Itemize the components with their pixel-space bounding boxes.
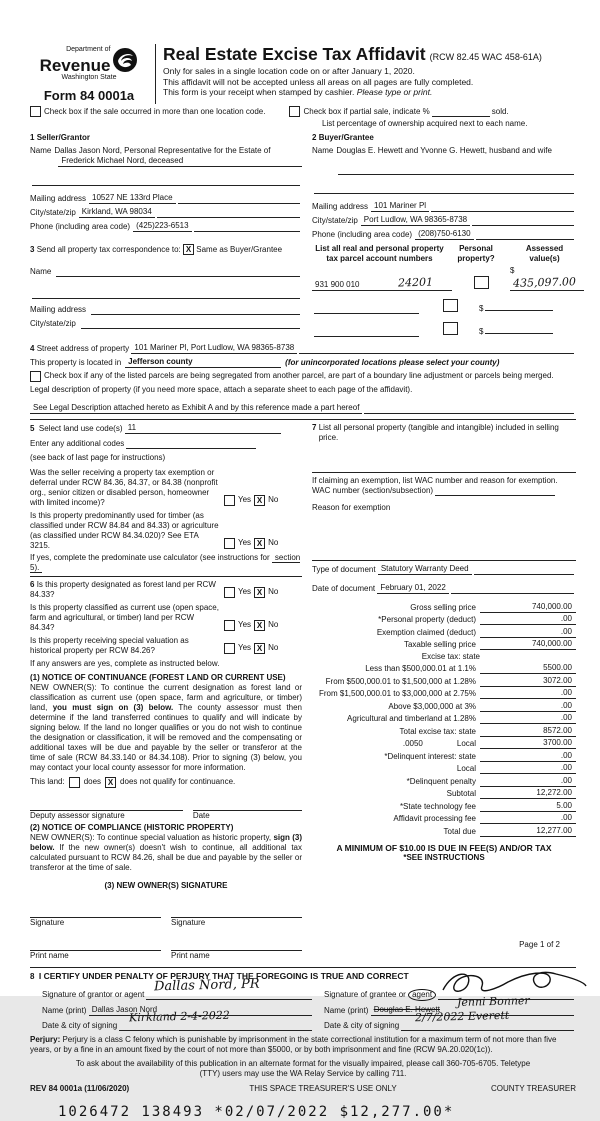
multi-location-label: Check box if the sale occurred in more than one location code. [44, 106, 266, 116]
s6q2-yes-checkbox[interactable] [224, 620, 235, 631]
no-label: No [268, 643, 279, 653]
buyer-city-label: City/state/zip [312, 216, 358, 225]
tax-row-label: *State technology fee [399, 801, 476, 811]
seller-name-label: Name [30, 146, 52, 155]
excise-tax-state-header: Excise tax: state [421, 651, 480, 661]
partial-sale-label: Check box if partial sale, indicate % [303, 106, 430, 116]
legal-description-value[interactable]: See Legal Description attached hereto as Exhibit A and by this reference made a part hereof [30, 403, 362, 414]
grantor-signature-handwriting: Dallas Nord, PR [154, 976, 261, 995]
grantee-signature-label: Signature of grantee or agent [324, 990, 436, 1000]
delinquent-interest-state-value[interactable]: .00 [480, 751, 576, 762]
yes-label: Yes [238, 538, 252, 548]
gross-selling-price-value[interactable]: 740,000.00 [480, 602, 576, 613]
correspondence-name-input[interactable] [56, 267, 300, 277]
parcel-number-handwritten[interactable]: 24201 [378, 276, 452, 291]
additional-codes-label: Enter any additional codes [30, 438, 125, 448]
seller-grantor-section [30, 133, 312, 240]
perjury-note: Perjury: Perjury is a class C felony which is punishable by imprisonment in the state correctional institution for a maximum term of not more than five years, or by a fine in an amount fixed by the court of not more than $5000, or by both imprisonment and fine (RCW 9A.20.020(1c)). [30, 1034, 557, 1054]
header-note-2: This affidavit will not be accepted unless all areas on all pages are fully completed. [163, 76, 474, 87]
assessed-value-header: Assessed [525, 244, 564, 253]
tax-row-label: Total excise tax: state [399, 726, 476, 736]
exemption-question: Was the seller receiving a property tax exemption or deferral under RCW 84.36, 84.37, or 84.38 (nonprofit org., senior citizen or disabled person, homeowner with limited income)? [30, 467, 218, 507]
exemption-note: If claiming an exemption, list WAC number and reason for exemption. [312, 475, 558, 485]
no-label: No [268, 587, 279, 597]
document-type-label: Type of document [312, 564, 376, 574]
certify-statement: I CERTIFY UNDER PENALTY OF PERJURY THAT THE FOREGOING IS TRUE AND CORRECT [38, 970, 409, 981]
seller-name-extra-line[interactable] [32, 176, 300, 186]
seller-phone-label: Phone (including area code) [30, 222, 131, 231]
parcel-number-input-2[interactable] [314, 304, 419, 314]
seller-city-value[interactable]: Kirkland, WA 98034 [79, 207, 155, 218]
additional-codes-input[interactable] [126, 439, 256, 449]
total-due-value[interactable]: 12,277.00 [480, 826, 576, 837]
seller-name-value-2[interactable]: Frederick Michael Nord, deceased [58, 156, 302, 167]
same-as-buyer-label: Same as Buyer/Grantee [196, 244, 283, 254]
dollar-sign-2: $ [479, 303, 484, 313]
grantee-date-handwriting: 2/7/2022 Everett [414, 1008, 510, 1024]
tax-row-label: From $1,500,000.01 to $3,000,000 at 2.75% [318, 689, 476, 699]
this-land-label: This land: [30, 777, 65, 787]
owner-signature-line-1[interactable]: Signature [30, 917, 65, 927]
taxable-selling-price-value[interactable]: 740,000.00 [480, 639, 576, 650]
correspondence-mailing-label: Mailing address [30, 305, 87, 314]
correspondence-extra-line[interactable] [32, 289, 300, 299]
notice-compliance-body: NEW OWNER(S): To continue special valuation as historic property, sign (3) below. If the new owner(s) doesn't wish to continue, all additional tax calculated pursuant to RCW 84.26, shall be due and payable by the seller or transferor at the time of sale. [30, 832, 302, 872]
form-title: Real Estate Excise Tax Affidavit [163, 44, 426, 64]
certification-section [30, 971, 576, 1031]
same-as-buyer-checkbox[interactable]: X [183, 244, 194, 255]
exemption-claimed-value[interactable]: .00 [480, 627, 576, 638]
section5-number: 5 [30, 423, 35, 433]
section1-title: Seller/Grantor [36, 133, 91, 142]
yes-label: Yes [238, 495, 252, 505]
tax-row-label: Affidavit processing fee [393, 814, 476, 824]
ownership-note: List percentage of ownership acquired next to each name. [322, 119, 528, 128]
county-note: (for unincorporated locations please select your county) [285, 357, 500, 367]
deputy-date-line[interactable]: Date [192, 810, 210, 820]
does-label: does [83, 777, 102, 787]
property-address-section [30, 343, 576, 414]
street-address-label: Street address of property [36, 343, 130, 353]
buyer-name-extra-line[interactable] [314, 184, 574, 194]
buyer-name-value[interactable]: Douglas E. Hewett and Yvonne G. Hewett, husband and wife [336, 146, 552, 155]
grantee-name-handwriting: Jenni Bonner [456, 993, 530, 1009]
section3-number: 3 [30, 244, 35, 254]
parcel-number-value[interactable]: 931 900 010 [312, 280, 378, 291]
grantor-signature-line[interactable] [146, 976, 312, 1000]
tax-row-label: *Delinquent penalty [406, 776, 476, 786]
county-treasurer-label: COUNTY TREASURER [490, 1083, 576, 1093]
section6-number: 6 [30, 579, 35, 589]
delinquent-penalty-value[interactable]: .00 [480, 776, 576, 787]
section1-number: 1 [30, 133, 35, 142]
buyer-phone-value[interactable]: (208)750-6130 [415, 229, 473, 240]
affidavit-processing-fee-value[interactable]: .00 [480, 813, 576, 824]
type-or-print-note: Please type or print. [356, 87, 433, 98]
personal-property-header-2: property? [457, 254, 495, 263]
correspondence-city-label: City/state/zip [30, 319, 76, 328]
yes-label: Yes [238, 643, 252, 653]
land-use-label: Select land use code(s) [38, 423, 123, 433]
dollar-sign-3: $ [479, 326, 484, 336]
alt-format-note: To ask about the availability of this publication in an alternate format for the visually impaired, please call 360-705-6705. Teletype (TTY) users may use the WA Relay Service by calling 711. [75, 1058, 531, 1078]
document-date-label: Date of document [312, 583, 376, 593]
tax-row-label: From $500,000.01 to $1,500,000 at 1.28% [325, 676, 476, 686]
seller-name-value[interactable]: Dallas Jason Nord, Personal Representative for the Estate of [54, 146, 271, 155]
s6q1-yes-checkbox[interactable] [224, 587, 235, 598]
buyer-mailing-value[interactable]: 101 Mariner Pl [371, 201, 429, 212]
tax-row-label: .0050 Local [402, 739, 476, 749]
personal-property-label: List all personal property (tangible and intangible) included in selling price. [318, 422, 559, 442]
tier4-tax-value[interactable]: .00 [480, 701, 576, 712]
agency-name: Revenue [39, 55, 111, 75]
agency-sub-label: Washington State [61, 74, 117, 81]
seller-city-label: City/state/zip [30, 208, 76, 217]
multi-location-checkbox[interactable] [30, 106, 41, 117]
s5q1-no-checkbox[interactable]: X [254, 495, 265, 506]
s6q3-no-checkbox[interactable]: X [254, 643, 265, 654]
parcel-header-2: tax parcel account numbers [326, 254, 433, 263]
tax-row-label: Subtotal [446, 789, 476, 799]
instructions-note: (see back of last page for instructions) [30, 452, 166, 462]
land-use-value[interactable]: 11 [125, 423, 281, 434]
partial-sale-percent-input[interactable] [432, 107, 490, 117]
new-owners-signature-title: (3) NEW OWNER(S) SIGNATURE [104, 880, 228, 890]
treasurer-space-label: THIS SPACE TREASURER'S USE ONLY [249, 1083, 397, 1093]
tier2-tax-value[interactable]: 3072.00 [480, 676, 576, 687]
grantor-date-label: Date & city of signing [42, 1020, 118, 1030]
subtotal-value[interactable]: 12,272.00 [480, 788, 576, 799]
section7-number: 7 [312, 422, 317, 432]
tax-row-label: Less than $500,000.01 at 1.1% [365, 664, 476, 674]
calc-note: If yes, complete the predominate use calculator (see instructions for [30, 552, 270, 562]
s6q3-yes-checkbox[interactable] [224, 643, 235, 654]
s6q2-no-checkbox[interactable]: X [254, 620, 265, 631]
section2-title: Buyer/Grantee [318, 133, 374, 142]
s5q2-no-checkbox[interactable]: X [254, 538, 265, 549]
buyer-name-label: Name [312, 146, 334, 155]
personal-property-header: Personal [459, 244, 493, 253]
grantee-date-label: Date & city of signing [324, 1020, 400, 1030]
assessed-value-header-2: value(s) [529, 254, 560, 263]
grantor-date-line[interactable] [119, 1008, 312, 1031]
s5q1-yes-checkbox[interactable] [224, 495, 235, 506]
state-technology-fee-value[interactable]: 5.00 [480, 801, 576, 812]
yes-label: Yes [238, 587, 252, 597]
see-instructions-note: *SEE INSTRUCTIONS [403, 853, 485, 863]
minimum-due-note: A MINIMUM OF $10.00 IS DUE IN FEE(S) AND/OR TAX [336, 842, 552, 853]
partial-sale-sold-label: sold. [491, 106, 509, 116]
yes-label: Yes [238, 620, 252, 630]
does-not-label: does not qualify for continuance. [120, 777, 236, 787]
correspondence-label: Send all property tax correspondence to: [36, 244, 181, 254]
treasurer-stamp: 1026472 138493 *02/07/2022 $12,277.00* [58, 1103, 455, 1120]
notice-continuance-title: (1) NOTICE OF CONTINUANCE (FOREST LAND OR CURRENT USE) [30, 672, 286, 682]
buyer-city-value[interactable]: Port Ludlow, WA 98365-8738 [361, 215, 470, 226]
grantor-signature-label: Signature of grantor or agent [42, 989, 145, 999]
grantor-print-name-label: Name (print) [42, 1005, 87, 1015]
grantee-signature-scribble [438, 968, 588, 998]
if-yes-note: If any answers are yes, complete as instructed below. [30, 658, 220, 668]
page-number: Page 1 of 2 [519, 940, 560, 949]
owner-print-name-line-2[interactable]: Print name [171, 950, 210, 960]
tax-row-label: Total due [443, 826, 476, 836]
calc-note-link: section 5). [30, 552, 301, 572]
dept-of-label: Department of [66, 46, 111, 53]
parcel-header: List all real and personal property [315, 244, 444, 253]
header-note-1: Only for sales in a single location code on or after January 1, 2020. [163, 65, 415, 76]
tax-row-label: Local [456, 764, 476, 774]
seller-phone-value[interactable]: (425)223-6513 [133, 221, 191, 232]
section2-number: 2 [312, 133, 317, 142]
street-address-value[interactable]: 101 Mariner Pl, Port Ludlow, WA 98365-8738 [131, 343, 297, 354]
document-type-value[interactable]: Statutory Warranty Deed [378, 564, 472, 575]
personal-property-checkbox-2[interactable] [443, 299, 458, 312]
grantor-print-name-value[interactable]: Dallas Jason Nord [89, 1005, 160, 1016]
parcel-table [312, 244, 584, 337]
legal-description-label: Legal description of property (if you need more space, attach a separate sheet to each page of the affidavit). [30, 384, 413, 394]
section4-number: 4 [30, 343, 35, 353]
correspondence-mailing-input[interactable] [91, 305, 300, 315]
tier1-tax-value[interactable]: 5500.00 [480, 663, 576, 674]
no-label: No [268, 538, 279, 548]
buyer-phone-label: Phone (including area code) [312, 230, 413, 239]
form-header [30, 44, 576, 104]
tax-row-label: Above $3,000,000 at 3% [388, 701, 476, 711]
form-revision: REV 84 0001a (11/06/2020) [30, 1083, 130, 1093]
excise-tax-table [312, 602, 576, 837]
no-label: No [268, 495, 279, 505]
assessed-value-1[interactable]: 435,097.00 [510, 276, 584, 291]
agricultural-tax-value[interactable]: .00 [480, 713, 576, 724]
local-tax-value[interactable]: 3700.00 [480, 738, 576, 749]
tier3-tax-value[interactable]: .00 [480, 688, 576, 699]
forest-land-question: Is this property designated as forest land per RCW 84.33? [30, 579, 216, 599]
buyer-grantee-section [312, 133, 576, 240]
notice-compliance-title: (2) NOTICE OF COMPLIANCE (HISTORIC PROPERTY) [30, 822, 234, 832]
dollar-sign-1: $ [510, 266, 515, 275]
historic-property-question: Is this property receiving special valuation as historical property per RCW 84.26? [30, 635, 189, 655]
deputy-assessor-signature-line[interactable]: Deputy assessor signature [30, 810, 125, 820]
personal-property-checkbox-1[interactable] [474, 276, 489, 289]
tax-row-label: *Delinquent interest: state [384, 751, 476, 761]
form-title-rcw: (RCW 82.45 WAC 458-61A) [429, 52, 542, 62]
personal-property-deduct-value[interactable]: .00 [480, 614, 576, 625]
reason-exemption-label: Reason for exemption [312, 502, 391, 512]
does-not-qualify-checkbox[interactable]: X [105, 777, 116, 788]
segregated-checkbox[interactable] [30, 371, 41, 382]
total-excise-state-value[interactable]: 8572.00 [480, 726, 576, 737]
form-number: Form 84 0001a [43, 87, 135, 103]
s6q1-no-checkbox[interactable]: X [254, 587, 265, 598]
grantee-print-name-value[interactable]: Douglas E. Hewett [371, 1005, 443, 1016]
correspondence-name-label: Name [30, 267, 52, 276]
no-label: No [268, 620, 279, 630]
owner-print-name-line-1[interactable]: Print name [30, 950, 69, 960]
owner-signature-line-2[interactable]: Signature [171, 917, 206, 927]
parcel-number-input-3[interactable] [314, 327, 419, 337]
grantor-date-handwriting: Kirkland 2-4-2022 [128, 1008, 231, 1025]
buyer-mailing-label: Mailing address [312, 202, 369, 211]
current-use-question: Is this property classified as current use (open space, farm and agricultural, or timber) land per RCW 84.34? [30, 602, 219, 632]
tax-row-label: Exemption claimed (deduct) [376, 627, 476, 637]
county-value[interactable]: Jefferson county [125, 357, 281, 368]
tax-row-label: *Personal property (deduct) [378, 615, 476, 625]
delinquent-interest-local-value[interactable]: .00 [480, 763, 576, 774]
personal-property-checkbox-3[interactable] [443, 322, 458, 335]
tax-correspondence-block [30, 244, 312, 337]
located-in-label: This property is located in [30, 357, 122, 367]
assessed-value-3[interactable] [485, 324, 553, 334]
seller-mailing-value[interactable]: 10527 NE 133rd Place [89, 193, 176, 204]
wac-number-input[interactable] [435, 486, 555, 496]
wac-number-label: WAC number (section/subsection) [312, 485, 434, 495]
does-qualify-checkbox[interactable] [69, 777, 80, 788]
correspondence-city-input[interactable] [81, 319, 300, 329]
grantee-print-name-label: Name (print) [324, 1005, 369, 1015]
seller-mailing-label: Mailing address [30, 194, 87, 203]
document-date-value[interactable]: February 01, 2022 [377, 583, 448, 594]
notice-continuance-body: NEW OWNER(S): To continue the current designation as forest land or classification as current use (open space, farm and agriculture, or timber) land, you must sign on (3) below. The county assessor must then determine if the land transferred continues to qualify and will indicate by signing below. If the land no longer qualifies or you do not wish to continue the designation or classification, it will be removed and the compensating or additional taxes will be due and payable by the seller or transferor at the time of sale (RCW 84.33.140 or 84.34.108). Prior to signing (3) below, you may contact your local county assessor for more information. [30, 682, 302, 772]
dor-logo-icon [112, 47, 138, 76]
timber-question: Is this property predominantly used for timber (as classified under RCW 84.84 and 84.33) or agriculture (as classified under RCW 84.34.020)? See ETA 3215. [30, 510, 219, 550]
tax-row-label: Gross selling price [410, 602, 476, 612]
tax-row-label: Agricultural and timberland at 1.28% [347, 714, 476, 724]
s5q2-yes-checkbox[interactable] [224, 538, 235, 549]
assessed-value-2[interactable] [485, 301, 553, 311]
tax-row-label: Taxable selling price [403, 640, 476, 650]
segregated-label: Check box if any of the listed parcels are being segregated from another parcel, are part of a boundary line adjustment or parcels being merged. [44, 371, 554, 381]
grantee-date-line[interactable] [401, 1008, 574, 1031]
section8-number: 8 [30, 971, 35, 981]
header-divider [155, 44, 156, 104]
partial-sale-checkbox[interactable] [289, 106, 300, 117]
header-note-3: This form is your receipt when stamped by cashier. [163, 87, 355, 98]
